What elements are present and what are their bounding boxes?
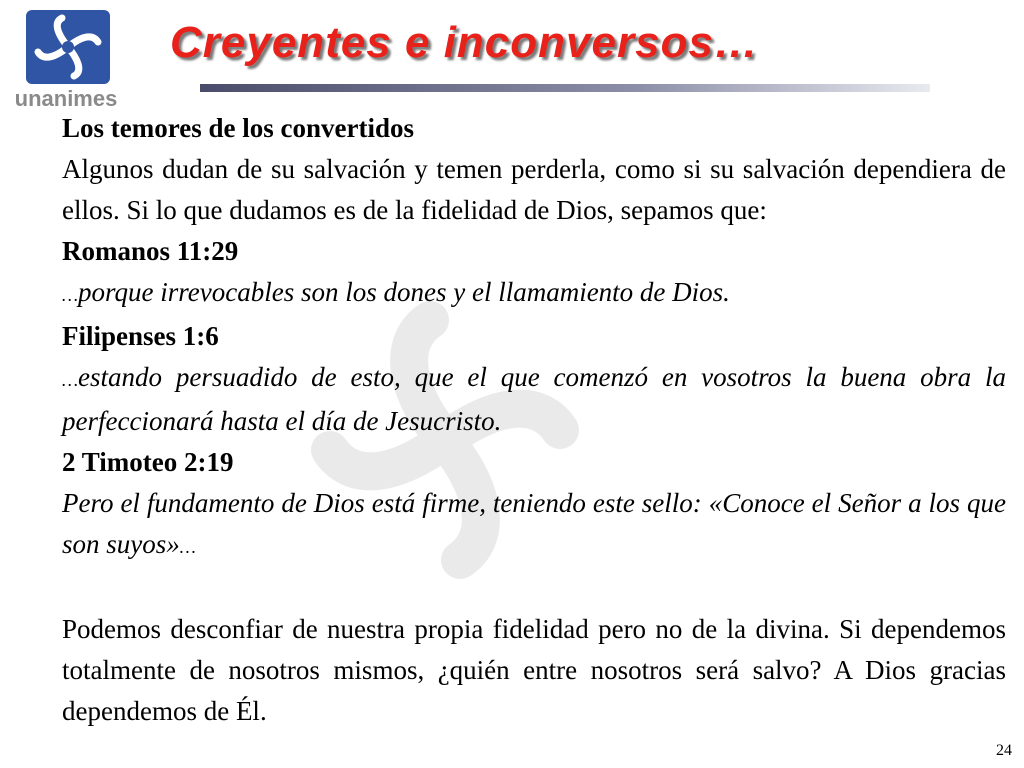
- verse-quote: porque irrevocables son los dones y el llamamiento de Dios.: [78, 277, 730, 307]
- ellipsis: …: [62, 285, 79, 305]
- closing-paragraph: Podemos desconfiar de nuestra propia fidelidad pero no de la divina. Si dependemos totalmente de nosotros mismos, ¿quién entre nosotros será salvo? A Dios gracias dependemos de Él.: [62, 614, 1006, 726]
- verse-text: [62, 357, 1006, 442]
- verse-text: [62, 483, 1006, 568]
- slide-body: [62, 108, 1006, 732]
- ellipsis: …: [62, 370, 79, 390]
- spacer: [62, 568, 1006, 609]
- verse-quote: estando persuadido de esto, que el que comenzó en vosotros la buena obra la perfeccionará hasta el día de Jesucristo.: [62, 362, 1006, 436]
- verse-reference: Filipenses 1:6: [62, 321, 219, 351]
- logo-emblem-icon: [26, 10, 110, 84]
- intro-paragraph: Algunos dudan de su salvación y temen perderla, como si su salvación dependiera de ellos. Si lo que dudamos es de la fidelidad de Dios, sepamos que:: [62, 154, 1006, 225]
- verse-text: [62, 272, 1006, 316]
- verse-quote: Pero el fundamento de Dios está firme, teniendo este sello: «Conoce el Señor a los que son suyos»: [62, 488, 1006, 559]
- logo-wordmark: unanimes: [14, 86, 118, 111]
- verse-reference: 2 Timoteo 2:19: [62, 447, 234, 477]
- title-underline: [200, 84, 930, 92]
- slide-title: Creyentes e inconversos…: [170, 18, 759, 67]
- ellipsis: …: [179, 537, 196, 557]
- slide-number: 24: [996, 742, 1012, 759]
- unanimes-logo: [10, 8, 120, 111]
- section-heading: Los temores de los convertidos: [62, 113, 414, 143]
- verse-reference: Romanos 11:29: [62, 236, 239, 266]
